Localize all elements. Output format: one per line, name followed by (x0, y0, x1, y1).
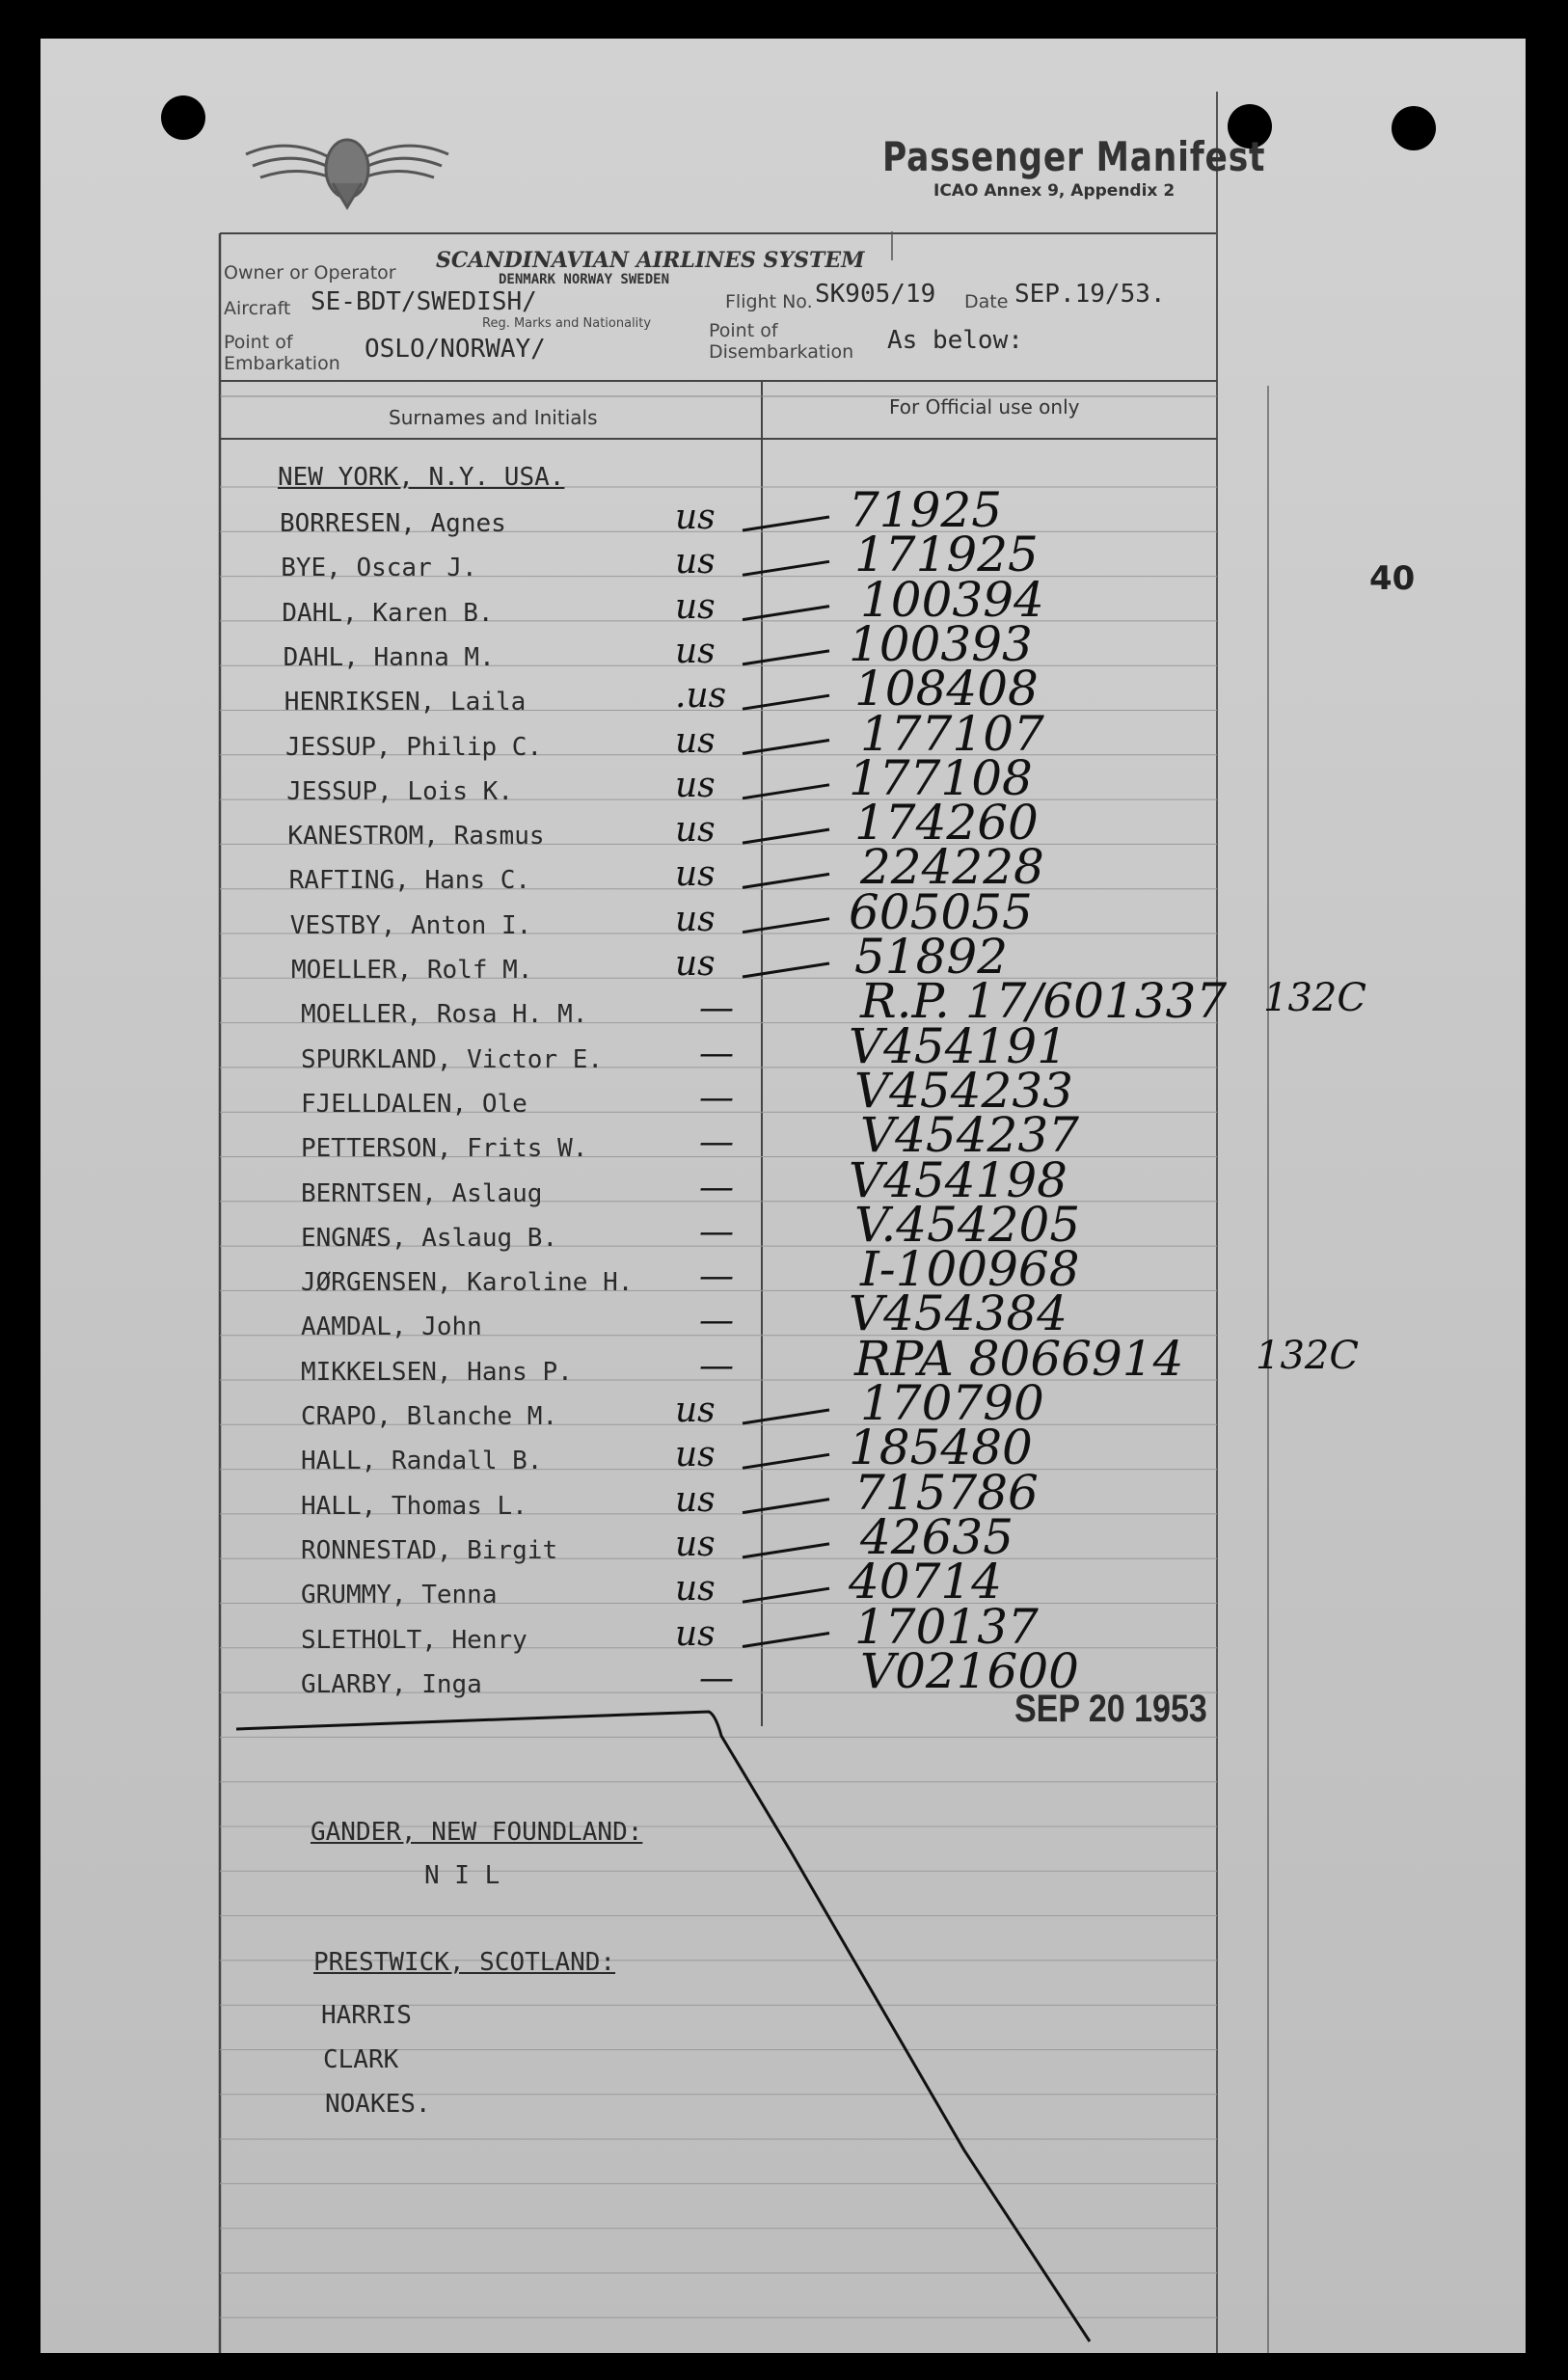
entry-mark: us (675, 1391, 716, 1430)
check-stroke (743, 1410, 829, 1423)
passenger-name: GLARBY, Inga (301, 1669, 482, 1699)
passenger-name: JØRGENSEN, Karoline H. (301, 1268, 634, 1298)
passport-number: V454198 (849, 1151, 1068, 1208)
passenger-name: MOELLER, Rosa H. M. (301, 1000, 588, 1030)
check-stroke (743, 874, 829, 887)
check-stroke (743, 607, 829, 620)
passport-number: 51892 (854, 929, 1009, 985)
entry-mark: us (675, 631, 716, 671)
passport-number: 100394 (860, 571, 1044, 628)
entry-mark: — (699, 1301, 734, 1341)
check-stroke (743, 561, 829, 575)
section-heading-gander: GANDER, NEW FOUNDLAND: (311, 1818, 643, 1847)
entry-mark: us (675, 1524, 716, 1564)
check-stroke (743, 695, 829, 709)
passenger-name: RAFTING, Hans C. (288, 866, 531, 896)
disembarkation-value: As below: (887, 326, 1023, 355)
passport-number: V454191 (849, 1017, 1068, 1074)
passport-number: I-100968 (860, 1241, 1080, 1298)
entry-mark: us (675, 542, 716, 582)
check-stroke (743, 1588, 829, 1602)
passenger-name: MOELLER, Rolf M. (291, 956, 533, 985)
margin-note: 132C (1263, 976, 1366, 1021)
check-stroke (743, 741, 829, 754)
entry-mark: — (699, 1122, 734, 1163)
entry-mark: — (699, 1345, 734, 1386)
flight-label: Flight No. (725, 291, 813, 312)
passport-number: 177108 (849, 749, 1033, 806)
passenger-name: JESSUP, Philip C. (285, 732, 543, 762)
entry-mark: — (699, 1167, 734, 1207)
embarkation-label-2: Embarkation (224, 353, 340, 374)
disembarkation-label-2: Disembarkation (709, 341, 854, 363)
passenger-name: MIKKELSEN, Hans P. (301, 1357, 573, 1387)
prestwick-entry-2: CLARK (323, 2045, 399, 2074)
passport-number: 40714 (849, 1554, 1003, 1610)
entry-mark: us (675, 854, 716, 895)
passenger-name: RONNESTAD, Birgit (301, 1535, 558, 1565)
entry-mark: us (675, 1479, 716, 1520)
check-stroke (743, 1634, 829, 1647)
entry-mark: us (675, 498, 716, 537)
passenger-name: FJELLDALEN, Ole (301, 1089, 527, 1119)
prestwick-entry-1: HARRIS (321, 2001, 412, 2030)
entry-mark: us (675, 944, 716, 984)
passport-number: 185480 (849, 1420, 1033, 1476)
passport-number: V021600 (860, 1642, 1079, 1699)
check-stroke (743, 963, 829, 977)
aircraft-value: SE-BDT/SWEDISH/ (311, 287, 537, 316)
check-stroke (743, 1544, 829, 1557)
passport-number: 71925 (849, 482, 1003, 538)
entry-mark: us (675, 1613, 716, 1654)
passport-number: 100393 (849, 615, 1033, 672)
flight-value: SK905/19 (815, 280, 936, 309)
page-subtitle: ICAO Annex 9, Appendix 2 (933, 181, 1176, 201)
passport-number: 42635 (860, 1508, 1014, 1565)
embarkation-label-1: Point of (224, 332, 293, 353)
passport-number: 170790 (860, 1375, 1044, 1431)
passport-number: 108408 (854, 661, 1039, 717)
entry-mark: — (699, 988, 734, 1029)
passenger-name: SLETHOLT, Henry (301, 1625, 527, 1655)
passport-number: 170137 (854, 1598, 1039, 1655)
entry-mark: — (699, 1211, 734, 1252)
passport-number: 605055 (849, 883, 1033, 940)
check-stroke (743, 651, 829, 664)
passenger-name: SPURKLAND, Victor E. (301, 1044, 604, 1074)
passport-number: 174260 (854, 795, 1039, 852)
owner-label: Owner or Operator (224, 262, 396, 284)
check-stroke (743, 919, 829, 933)
entry-mark: us (675, 1435, 716, 1475)
entry-mark: — (699, 1033, 734, 1073)
passenger-name: GRUMMY, Tenna (301, 1581, 498, 1610)
passport-number: V.454205 (854, 1196, 1081, 1253)
disembarkation-label-1: Point of (709, 320, 778, 341)
entry-mark: — (699, 1658, 734, 1698)
passenger-name: BERNTSEN, Aslaug (301, 1178, 543, 1208)
owner-value: SCANDINAVIAN AIRLINES SYSTEM (436, 248, 865, 273)
aircraft-label: Aircraft (224, 298, 291, 319)
passport-number: 715786 (854, 1464, 1039, 1521)
passenger-name: KANESTROM, Rasmus (287, 822, 545, 852)
entry-mark: — (699, 1077, 734, 1118)
passport-number: V454237 (860, 1107, 1079, 1164)
embarkation-value: OSLO/NORWAY/ (365, 335, 546, 364)
entry-mark: us (675, 810, 716, 851)
check-stroke (743, 785, 829, 798)
page-number: 40 (1369, 559, 1416, 598)
date-stamp: SEP 20 1953 (1014, 1688, 1207, 1730)
passenger-name: AAMDAL, John (301, 1312, 482, 1342)
margin-note: 132C (1256, 1333, 1359, 1378)
entry-mark: — (699, 1257, 734, 1297)
passenger-name: VESTBY, Anton I. (289, 910, 532, 940)
passport-number: V454233 (854, 1062, 1073, 1119)
check-stroke (743, 517, 829, 530)
passenger-name: BORRESEN, Agnes (280, 509, 506, 538)
passport-number: RPA 8066914 (854, 1330, 1184, 1387)
page-title: Passenger Manifest (882, 133, 1266, 180)
owner-countries: DENMARK NORWAY SWEDEN (499, 272, 670, 287)
passport-number: 224228 (860, 839, 1044, 896)
passport-number: 177107 (860, 705, 1044, 762)
entry-mark: us (675, 1569, 716, 1609)
passenger-name: HALL, Thomas L. (301, 1491, 527, 1521)
check-stroke (743, 1500, 829, 1513)
passport-number: R.P. 17/601337 (860, 973, 1228, 1030)
entry-mark: .us (675, 676, 727, 717)
check-stroke (743, 1454, 829, 1468)
passenger-name: JESSUP, Lois K. (286, 776, 513, 806)
column-header-names: Surnames and Initials (389, 406, 598, 429)
passenger-name: CRAPO, Blanche M. (301, 1402, 558, 1431)
section-heading-newyork: NEW YORK, N.Y. USA. (278, 463, 565, 492)
aircraft-sublabel: Reg. Marks and Nationality (482, 316, 652, 331)
entry-mark: us (675, 899, 716, 939)
passenger-name: DAHL, Hanna M. (283, 642, 495, 672)
entry-mark: us (675, 586, 716, 627)
passport-number: 171925 (854, 527, 1039, 583)
gander-entry: N I L (424, 1861, 500, 1890)
passenger-name: BYE, Oscar J. (281, 554, 477, 583)
prestwick-entry-3: NOAKES. (325, 2090, 431, 2119)
passenger-name: DAHL, Karen B. (282, 598, 494, 628)
entry-mark: us (675, 720, 716, 761)
passenger-name: HALL, Randall B. (301, 1447, 543, 1476)
check-stroke (743, 829, 829, 843)
column-header-official: For Official use only (889, 395, 1080, 419)
passenger-name: PETTERSON, Frits W. (301, 1134, 588, 1164)
date-label: Date (964, 291, 1009, 312)
passenger-name: ENGNÆS, Aslaug B. (301, 1223, 558, 1253)
passport-number: V454384 (849, 1285, 1068, 1342)
passenger-name: HENRIKSEN, Laila (284, 688, 527, 717)
wings-logo-icon (246, 140, 448, 207)
section-heading-prestwick: PRESTWICK, SCOTLAND: (313, 1948, 616, 1977)
date-value: SEP.19/53. (1014, 280, 1166, 309)
entry-mark: us (675, 765, 716, 805)
